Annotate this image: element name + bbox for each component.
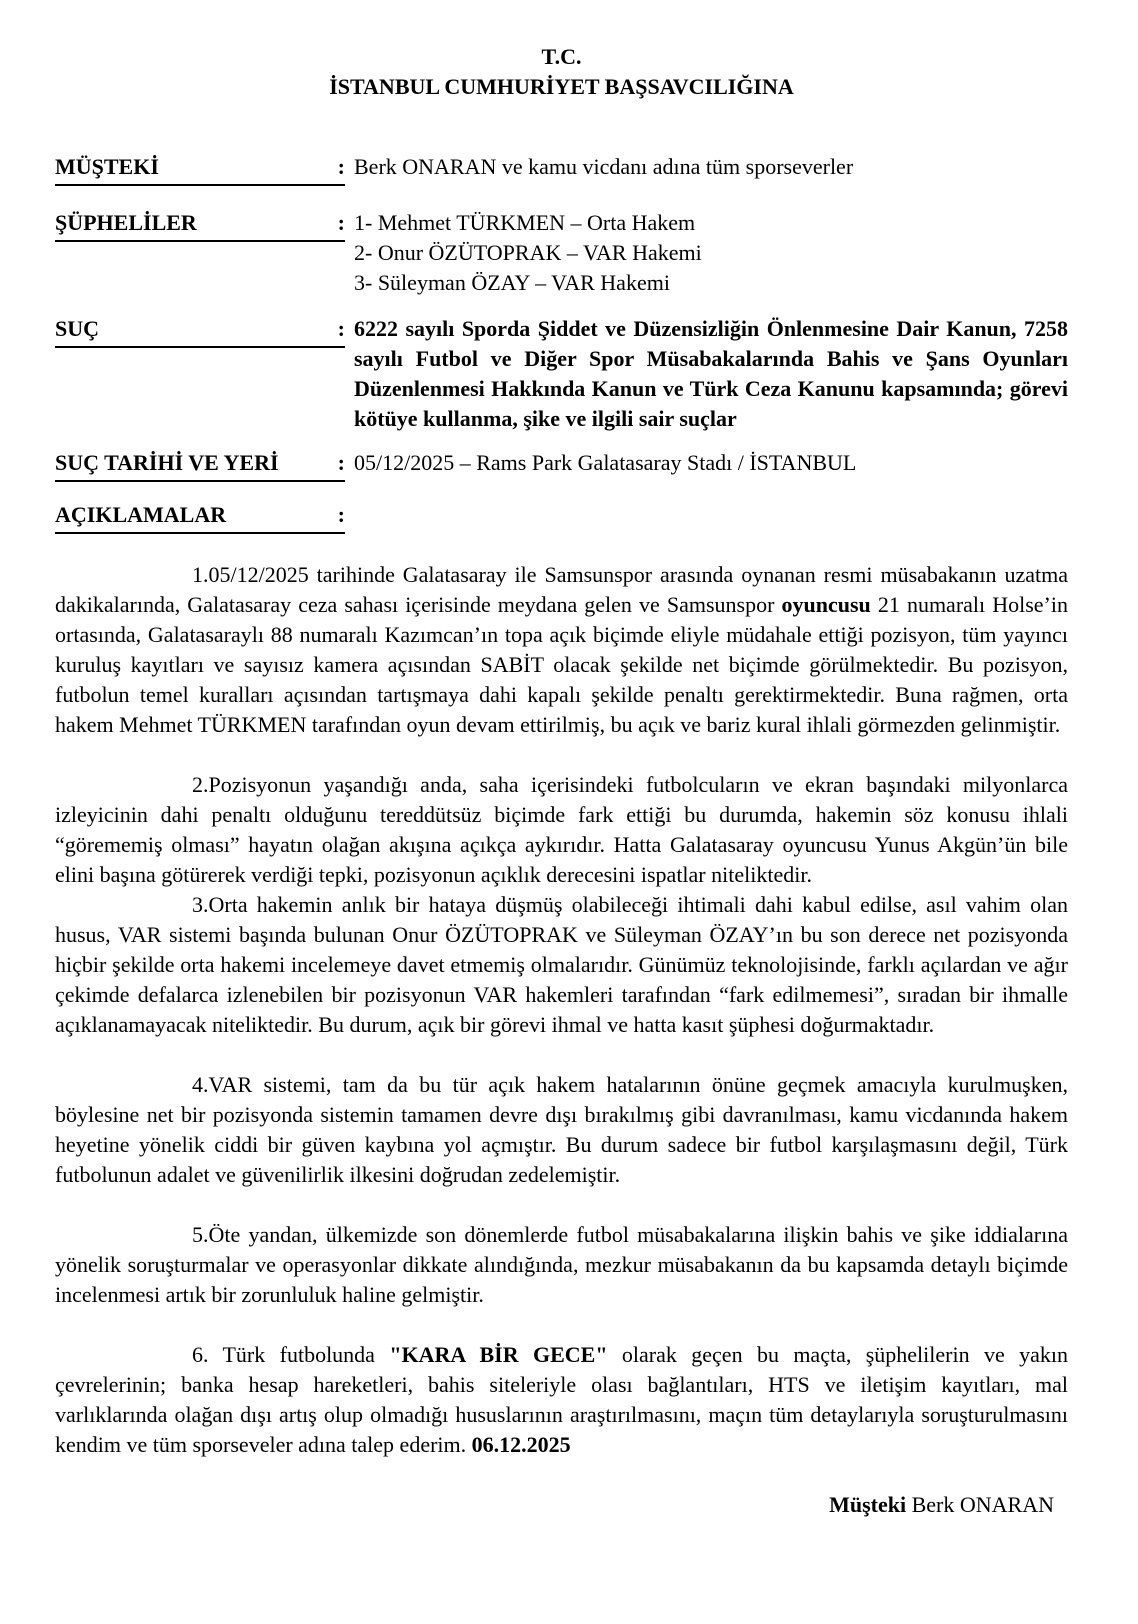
field-colon: : — [337, 154, 345, 179]
signature-name: Berk ONARAN — [906, 1492, 1054, 1517]
field-label-text: AÇIKLAMALAR — [55, 502, 227, 527]
field-suc-tarihi-value: 05/12/2025 – Rams Park Galatasaray Stadı / İSTANBUL — [354, 450, 857, 475]
suspect-line-3: 3- Süleyman ÖZAY – VAR Hakemi — [354, 270, 670, 295]
signature-role: Müşteki — [829, 1492, 907, 1517]
field-musteki — [55, 152, 1068, 186]
header-republic: T.C. — [541, 44, 582, 69]
fields-section — [55, 152, 1068, 534]
field-colon: : — [337, 450, 345, 475]
field-colon: : — [337, 502, 345, 527]
field-suc — [55, 314, 1068, 434]
field-supheliler — [55, 208, 1068, 298]
field-label-text: MÜŞTEKİ — [55, 154, 159, 179]
document-header — [55, 42, 1068, 102]
field-musteki-value: Berk ONARAN ve kamu vicdanı adına tüm sporseverler — [354, 154, 854, 179]
signature — [55, 1490, 1068, 1520]
field-supheliler-label — [55, 208, 345, 242]
paragraph-1: 1.05/12/2025 tarihinde Galatasaray ile Samsunspor arasında oynanan resmi müsabakanın uzatma dakikalarında, Galatasaray ceza sahası içerisinde meydana gelen ve Samsunspor oyuncusu 21 numaralı Holse’in ortasında, Galatasaraylı 88 numaralı Kazımcan’ın topa açık biçimde eliyle müdahale ettiği pozisyon, tüm yayıncı kuruluş kayıtları ve sayısız kamera açısından SABİT olacak şekilde net biçimde görülmektedir. Bu pozisyon, futbolun temel kuralları açısından tartışmaya dahi kapalı şekilde penaltı gerektirmektedir. Buna rağmen, orta hakem Mehmet TÜRKMEN tarafından oyun devam ettirilmiş, bu açık ve bariz kural ihlali görmezden gelinmiştir. — [55, 562, 1068, 737]
paragraph-6: 6. Türk futbolunda "KARA BİR GECE" olarak geçen bu maçta, şüphelilerin ve yakın çevrelerinin; banka hesap hareketleri, bahis siteleriyle olası bağlantıları, HTS ve iletişim kayıtları, mal varlıklarında olağan dışı artış olup olmadığı hususlarının araştırılmasını, maçın tüm detaylarıyla soruşturulmasını kendim ve tüm sporseveler adına talep ederim. 06.12.2025 — [55, 1342, 1068, 1457]
paragraph-2: 2.Pozisyonun yaşandığı anda, saha içerisindeki futbolcuların ve ekran başındaki milyonlarca izleyicinin dahi penaltı olduğunu tereddütsüz biçimde fark ettiği bu durumda, hakemin söz konusu ihlali “görememiş olması” hayatın olağan akışına açıkça aykırıdır. Hatta Galatasaray oyuncusu Yunus Akgün’ün bile elini başına götürerek verdiği tepki, pozisyonun açıklık derecesini ispatlar niteliktedir. — [55, 772, 1068, 887]
statement-section — [55, 560, 1068, 1460]
paragraph-5: 5.Öte yandan, ülkemizde son dönemlerde futbol müsabakalarına ilişkin bahis ve şike iddialarına yönelik soruşturmalar ve operasyonlar dikkate alındığında, mezkur müsabakanın da bu kapsamda detaylı biçimde incelenmesi artık bir zorunluluk haline gelmiştir. — [55, 1222, 1068, 1307]
field-musteki-label — [55, 152, 345, 186]
field-label-text: ŞÜPHELİLER — [55, 210, 197, 235]
field-colon: : — [337, 210, 345, 235]
paragraph-4: 4.VAR sistemi, tam da bu tür açık hakem hatalarının önüne geçmek amacıyla kurulmuşken, böylesine net bir pozisyonda sistemin tamamen devre dışı bırakılmış gibi davranılması, kamu vicdanında hakem heyetine yönelik ciddi bir güven kaybına yol açmıştır. Bu durum sadece bir futbol karşılaşmasını değil, Türk futbolunun adalet ve güvenilirlik ilkesini doğrudan zedelemiştir. — [55, 1072, 1068, 1187]
field-suc-tarihi-label — [55, 448, 345, 482]
paragraph-3: 3.Orta hakemin anlık bir hataya düşmüş olabileceği ihtimali dahi kabul edilse, asıl vahim olan husus, VAR sistemi başında bulunan Onur ÖZÜTOPRAK ve Süleyman ÖZAY’ın bu son derece net pozisyonda hiçbir şekilde orta hakemi incelemeye davet etmemiş olmalarıdır. Günümüz teknolojisinde, farklı açılardan ve ağır çekimde defalarca izlenebilen bir pozisyonun VAR hakemleri tarafından “fark edilmemesi”, sıradan bir ihmalle açıklanamayacak niteliktedir. Bu durum, açık bir görevi ihmal ve hatta kasıt şüphesi doğurmaktadır. — [55, 892, 1068, 1037]
field-label-text: SUÇ — [55, 316, 100, 341]
field-suc-value: 6222 sayılı Sporda Şiddet ve Düzensizliğin Önlenmesine Dair Kanun, 7258 sayılı Futbol ve Diğer Spor Müsabakalarında Bahis ve Şans Oyunları Düzenlenmesi Hakkında Kanun ve Türk Ceza Kanunu kapsamında; görevi kötüye kullanma, şike ve ilgili sair suçlar — [354, 316, 1068, 431]
suspect-line-2: 2- Onur ÖZÜTOPRAK – VAR Hakemi — [354, 240, 702, 265]
field-label-text: SUÇ TARİHİ VE YERİ — [55, 450, 279, 475]
field-suc-tarihi — [55, 448, 1068, 482]
suspect-line-1: 1- Mehmet TÜRKMEN – Orta Hakem — [354, 210, 696, 235]
field-aciklamalar-label — [55, 500, 345, 534]
field-aciklamalar — [55, 500, 1068, 534]
field-supheliler-value — [345, 208, 1068, 298]
field-suc-label — [55, 314, 345, 348]
header-court: İSTANBUL CUMHURİYET BAŞSAVCILIĞINA — [329, 74, 794, 99]
field-colon: : — [337, 316, 345, 341]
